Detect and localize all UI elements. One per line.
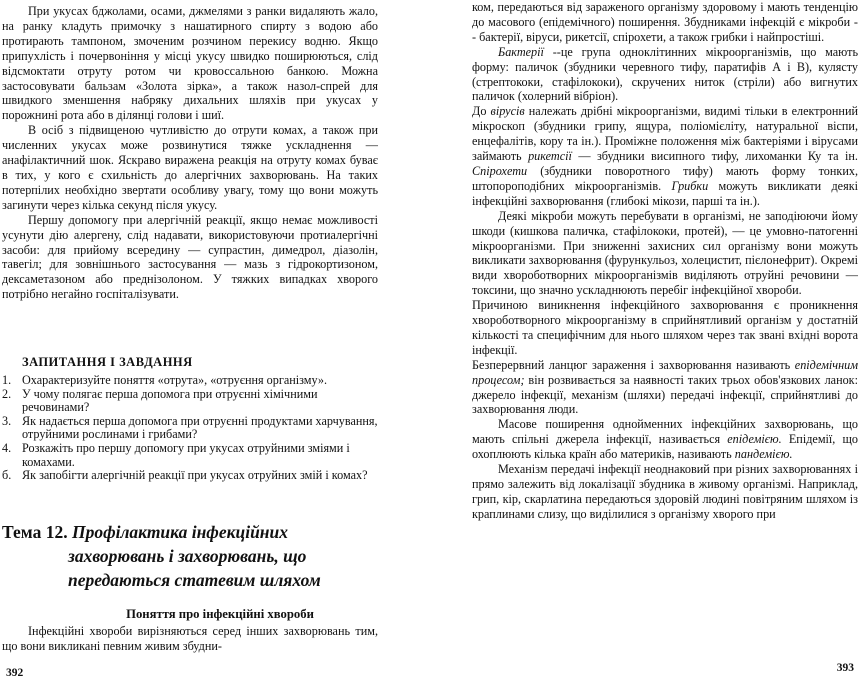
paragraph	[472, 417, 858, 462]
question-number: 2.	[2, 386, 12, 401]
paragraph: При укусах бджолами, осами, джмелями з ранки видаляють жало, на ранку кладуть примочку з нашатирного спирту з водою або протирають тампоном, змоченим розчином перекису водню. Якщо припухлість і почервоніння у місці укусу швидко поширюються, слід відсмоктати отруту ротом чи кровоссальною банкою. Можна застосовувати бальзам «Золота зірка», а також назол-спрей для швидкого зменшення набряку дихальних шляхів при укусах у порожнині рота або в ділянці голови і шиї.	[2, 4, 378, 123]
paragraph-text: (збудники поворотного тифу) мають форму тонких, штопороподібних мікроорганізмів.	[472, 163, 858, 193]
paragraph: Механізм передачі інфекції неоднаковий при різних захворюваннях і прямо залежить від локалізації збудника в живому організмі. Наприклад, грип, кір, скарлатина передаються здоровій людині повітряним шляхом із краплинами слизу, що виділилися з організму хворого при	[472, 462, 858, 521]
topic-title-line: передаються статевим шляхом	[68, 570, 321, 590]
paragraph: Причиною виникнення інфекційного захворювання є проникнення хвороботворного мікроорганізму в сприйнятливий організм у достатній кількості та специфічним для нього шляхом через так звані вхідні ворота інфекції.	[472, 298, 858, 357]
paragraph: Деякі мікроби можуть перебувати в організмі, не заподіюючи йому шкоди (кишкова паличка, стафілококи, протей), — це умовно-патогенні мікроорганізми. При зниженні захисних сил організму вони можуть викликати захворювання (фурункульоз, холецистит, пієлонефрит). Окремі види хвороботворних мікроорганізмів виділяють отруйні речовини — токсини, що значно ускладнюють перебіг інфекційної хвороби.	[472, 208, 858, 298]
page-number: 393	[836, 662, 854, 674]
term-emphasis: Спірохети	[472, 163, 528, 178]
paragraph-text: він розвивається за наявності таких трьох обов'язкових ланок: джерело інфекції, механізм (шляхи) передачі інфекції, сприйнятливі до захворювання люди.	[472, 372, 858, 417]
paragraph-text: — збудники висипного тифу, лихоманки Ку та ін.	[571, 149, 858, 164]
topic-number: Тема 12.	[2, 522, 68, 542]
left-page	[0, 0, 420, 682]
paragraph-text: Безперервний ланцюг зараження і захворювання називають	[472, 357, 795, 372]
paragraph-text: належать дрібні мікроорганізми, видимі тільки в електронний мікроскоп (збудники грипу, ящура, поліомієліту, натуральної віспи, енцефалітів, кору та ін.). Проміжне положення між бактеріями і вірусами займають	[472, 104, 858, 164]
question-item	[2, 442, 378, 469]
question-text: Розкажіть про першу допомогу при укусах отруйними зміями і комахами.	[22, 440, 350, 469]
term-emphasis: рикетсії	[528, 149, 572, 164]
paragraph: ком, передаються від зараженого організму здоровому і мають тенденцію до масового (епідемічного) поширення. Збудниками інфекцій є мікроби - - бактерії, віруси, рикетсії, спірохети, а також грибки і найпростіші.	[472, 0, 858, 44]
question-item	[2, 388, 378, 415]
question-number: 4.	[2, 440, 12, 455]
question-item	[2, 469, 378, 483]
paragraph	[472, 104, 858, 208]
questions-list	[2, 374, 378, 483]
page-number: 392	[6, 667, 24, 679]
topic-title-line: захворювань і захворювань, що	[68, 546, 307, 566]
question-number: 1.	[2, 373, 12, 387]
paragraph-text: До	[472, 104, 491, 119]
paragraph-text: Епідемії, що охоплюють кілька країн або материків, називають	[472, 432, 858, 462]
left-body-text-bottom	[2, 624, 378, 654]
term-emphasis: пандемією.	[734, 447, 793, 462]
questions-heading: ЗАПИТАННЯ І ЗАВДАННЯ	[22, 355, 193, 369]
paragraph: В осіб з підвищеною чутливістю до отрути комах, а також при численних укусах може розвинутися тяжке ускладнення — анафілактичний шок. Яскраво виражена реакція на отруту комах буває в тих, у кого є схильність до алергічних захворювань. На таких потерпілих необхідно звертати особливу увагу, тому що вони можуть загинути через кілька секунд після укусу.	[2, 123, 378, 212]
term-emphasis: Бактерії	[498, 44, 544, 59]
topic-title-line: Профілактика інфекційних	[71, 522, 288, 542]
right-page	[472, 0, 858, 682]
term-emphasis: епідемією.	[727, 432, 782, 447]
term-emphasis: вірусів	[490, 104, 525, 119]
paragraph: Інфекційні хвороби вирізняються серед інших захворювань тим, що вони викликані певним живим збудни-	[2, 624, 378, 653]
paragraph-text: --це група одноклітинних мікроорганізмів, що мають форму: паличок (збудники черевного тифу, паратифів А і В), кулясту (стрептококи, стафілококи), скручених ниток (стріли) або вигнутих паличок (холерний вібріон).	[472, 44, 858, 104]
topic-title	[2, 520, 402, 592]
section-subheading: Поняття про інфекційні хвороби	[126, 607, 314, 621]
question-text: У чому полягає перша допомога при отруєнні хімічними речовинами?	[22, 386, 318, 415]
right-body-text	[472, 0, 858, 522]
term-emphasis: Грибки	[671, 178, 709, 193]
question-text: Як запобігти алергічній реакції при укусах отруйних змій і комах?	[22, 468, 368, 483]
question-item	[2, 415, 378, 442]
left-body-text	[2, 4, 378, 302]
question-number: 3.	[2, 413, 12, 428]
question-text: Охарактеризуйте поняття «отрута», «отруєння організму».	[22, 373, 328, 387]
question-text: Як надається перша допомога при отруєнні продуктами харчування, отруйними рослинами і грибами?	[22, 413, 378, 442]
paragraph	[472, 358, 858, 418]
question-item	[2, 374, 378, 388]
paragraph-text: Масове поширення однойменних інфекційних захворювань, що мають спільні джерела інфекції, називається	[472, 417, 858, 447]
question-number: б.	[2, 468, 12, 483]
paragraph	[472, 45, 858, 105]
paragraph-text: можуть викликати деякі інфекційні захворювання (глибокі мікози, парші та ін.).	[472, 178, 858, 208]
paragraph: Першу допомогу при алергічній реакції, якщо немає можливості усунути дію алергену, слід надавати, використовуючи протиалергічні засоби: для прийому всередину — супрастин, димедрол, діазолін, тавегіл; для зовнішнього застосування — мазь з гідрокортизоном, дексаметазоном або преднізолоном. У тяжких випадках хворого потрібно негайно госпіталізувати.	[2, 212, 378, 302]
term-emphasis: епідемічним процесом;	[472, 357, 858, 387]
